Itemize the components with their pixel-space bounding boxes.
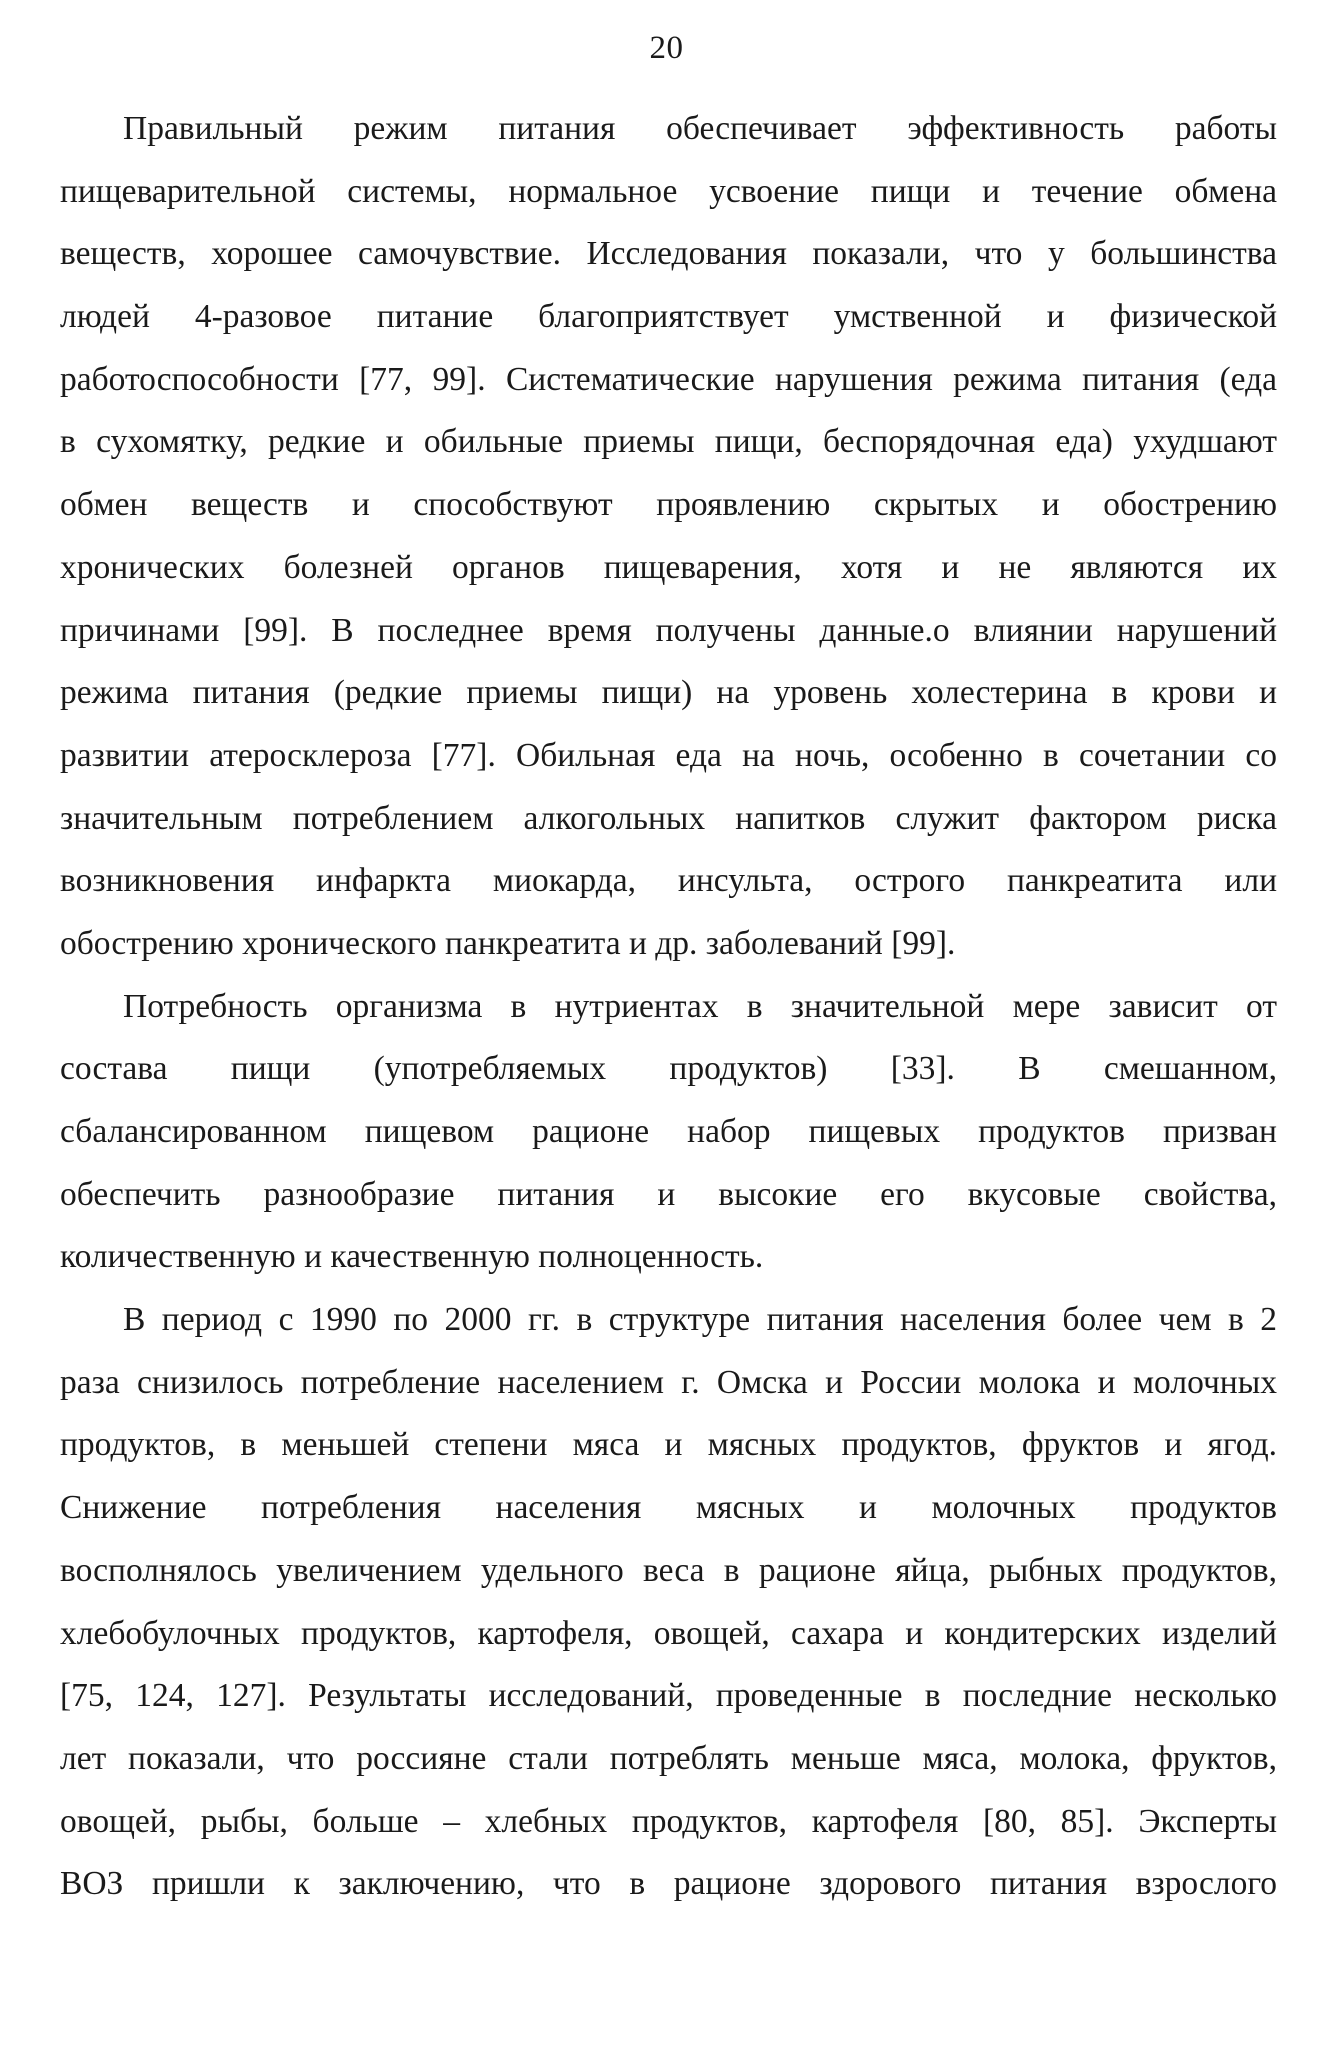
- text-line: развитии атеросклероза [77]. Обильная еда на ночь, особенно в сочетании со: [60, 736, 1277, 774]
- text-line: работоспособности [77, 99]. Систематические нарушения режима питания (еда: [60, 360, 1277, 398]
- text-line: овощей, рыбы, больше – хлебных продуктов, картофеля [80, 85]. Эксперты: [60, 1802, 1277, 1840]
- text-line: хлебобулочных продуктов, картофеля, овощей, сахара и кондитерских изделий: [60, 1614, 1277, 1652]
- text-line: Потребность организма в нутриентах в значительной мере зависит от: [123, 987, 1277, 1025]
- text-line: восполнялось увеличением удельного веса в рационе яйца, рыбных продуктов,: [60, 1551, 1277, 1589]
- text-line: раза снизилось потребление населением г. Омска и России молока и молочных: [60, 1363, 1277, 1401]
- paragraph-nutrient-needs: [60, 976, 1277, 1289]
- paragraph-meal-regime: [60, 98, 1277, 976]
- text-line: сбалансированном пищевом рационе набор пищевых продуктов призван: [60, 1113, 1277, 1150]
- text-line: возникновения инфаркта миокарда, инсульта, острого панкреатита или: [60, 862, 1277, 900]
- text-line: веществ, хорошее самочувствие. Исследования показали, что у большинства: [60, 235, 1277, 273]
- text-line: Снижение потребления населения мясных и молочных продуктов: [60, 1489, 1277, 1527]
- text-line: лет показали, что россияне стали потреблять меньше мяса, молока, фруктов,: [60, 1739, 1277, 1777]
- text-line: режима питания (редкие приемы пищи) на уровень холестерина в крови и: [60, 674, 1277, 712]
- text-line: количественную и качественную полноценность.: [60, 1238, 764, 1276]
- text-line: [75, 124, 127]. Результаты исследований, проведенные в последние несколько: [60, 1677, 1277, 1715]
- text-line: обострению хронического панкреатита и др. заболеваний [99].: [60, 924, 956, 962]
- text-line: состава пищи (употребляемых продуктов) [33]. В смешанном,: [60, 1050, 1277, 1088]
- paragraph-consumption-trends: [60, 1289, 1277, 1916]
- page-number: 20: [649, 30, 684, 66]
- text-line: людей 4-разовое питание благоприятствует умственной и физической: [60, 298, 1277, 336]
- text-line: ВОЗ пришли к заключению, что в рационе здорового питания взрослого: [60, 1865, 1277, 1903]
- text-line: Правильный режим питания обеспечивает эффективность работы: [123, 110, 1277, 147]
- text-line: значительным потреблением алкогольных напитков служит фактором риска: [60, 799, 1277, 837]
- text-line: причинами [99]. В последнее время получены данные.о влиянии нарушений: [60, 611, 1277, 649]
- text-line: обмен веществ и способствуют проявлению скрытых и обострению: [60, 486, 1277, 524]
- body-text: [60, 98, 1277, 1916]
- text-line: пищеварительной системы, нормальное усвоение пищи и течение обмена: [60, 172, 1277, 210]
- text-line: продуктов, в меньшей степени мяса и мясных продуктов, фруктов и ягод.: [60, 1426, 1277, 1464]
- text-line: обеспечить разнообразие питания и высокие его вкусовые свойства,: [60, 1175, 1277, 1213]
- text-line: хронических болезней органов пищеварения, хотя и не являются их: [60, 548, 1277, 586]
- text-line: В период с 1990 по 2000 гг. в структуре питания населения более чем в 2: [123, 1301, 1277, 1339]
- text-line: в сухомятку, редкие и обильные приемы пищи, беспорядочная еда) ухудшают: [60, 423, 1277, 461]
